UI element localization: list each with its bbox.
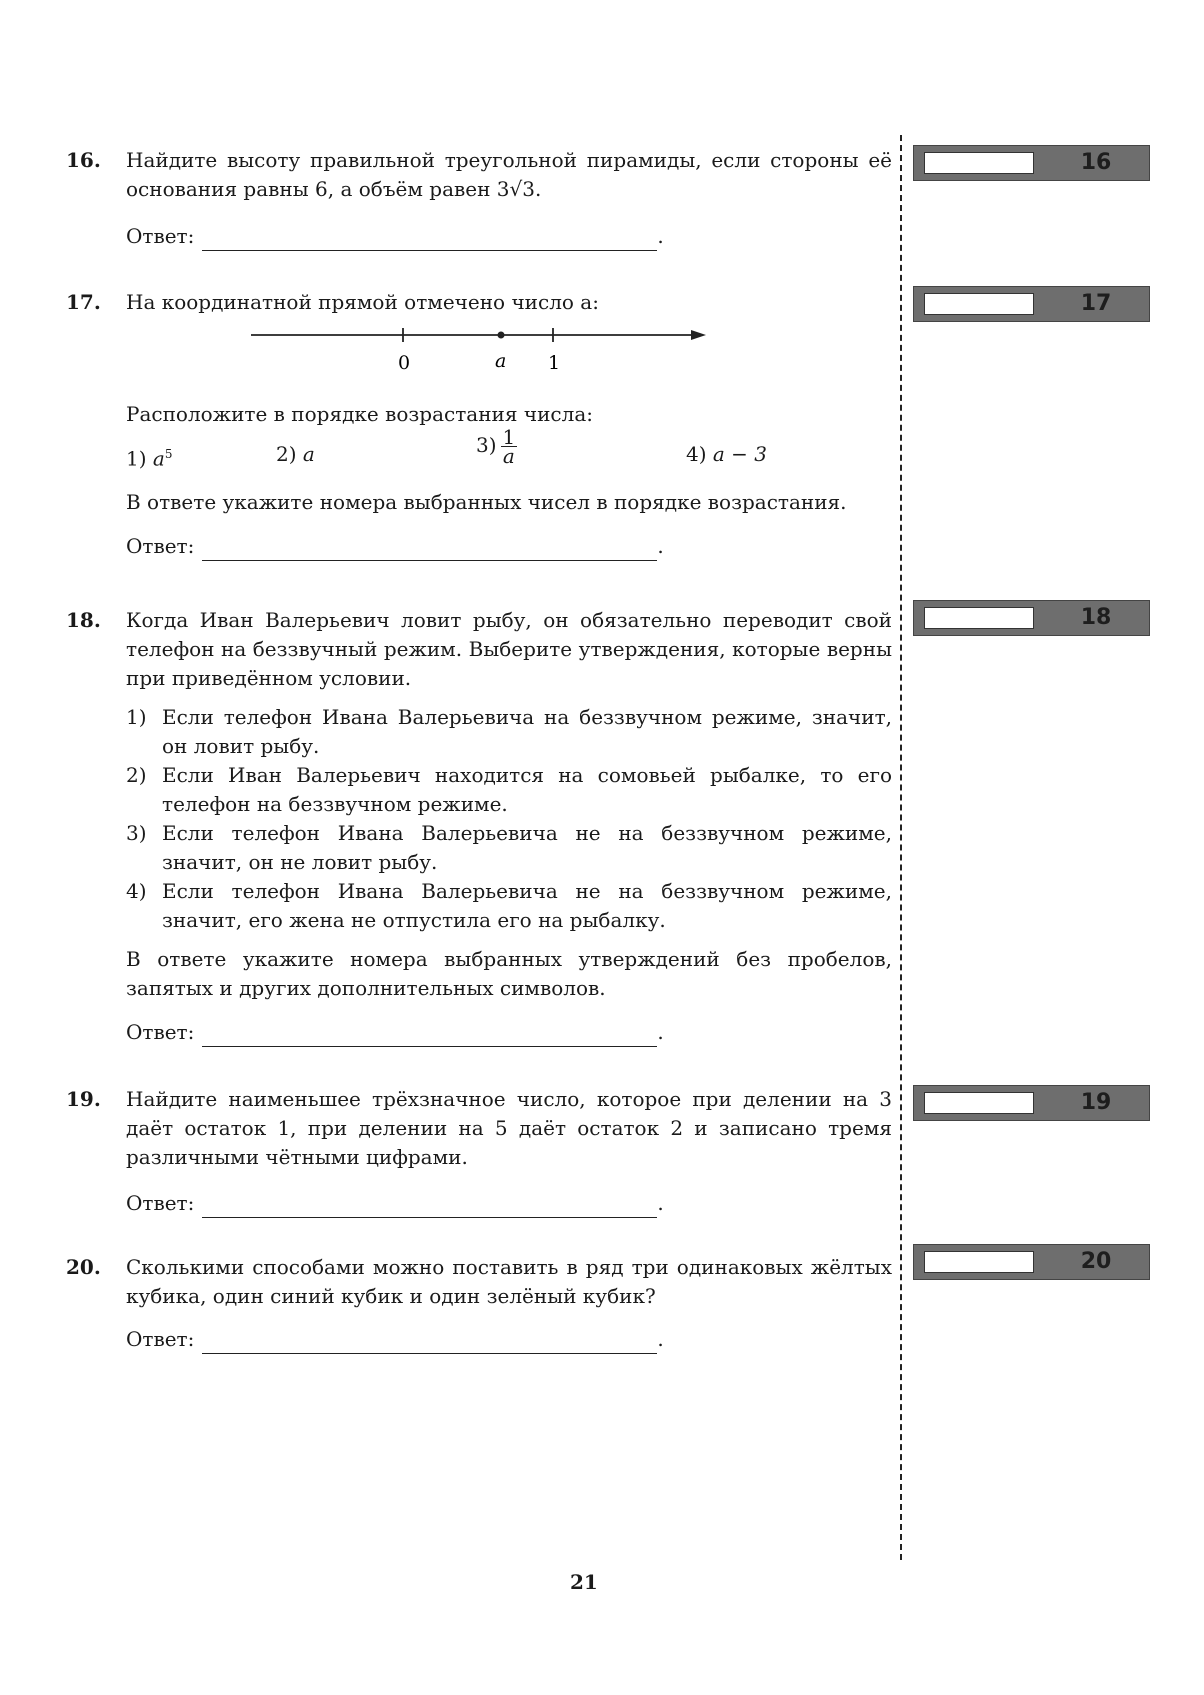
page-number: 21 <box>570 1570 598 1594</box>
answer-box-field[interactable] <box>924 1251 1034 1273</box>
answer-box-17 <box>913 286 1150 322</box>
question-text: Сколькими способами можно поставить в ряд три одинаковых жёлтых кубика, один синий кубик и один зелёный кубик? <box>126 1255 892 1308</box>
answer-box-number: 19 <box>1080 1090 1112 1115</box>
answer-row: Ответ: . <box>126 222 664 251</box>
instruction: В ответе укажите номера выбранных утверждений без пробелов, запятых и других дополнительных символов. <box>126 947 892 1000</box>
question-17 <box>66 288 892 558</box>
answer-line[interactable] <box>202 538 657 561</box>
answer-box-number: 16 <box>1080 150 1112 175</box>
statement-item: 1) Если телефон Ивана Валерьевича на беззвучном режиме, значит, он ловит рыбу. <box>126 705 892 758</box>
question-text: Когда Иван Валерьевич ловит рыбу, он обязательно переводит свой телефон на беззвучный режим. Выберите утверждения, которые верны при приведённом условии. <box>126 608 892 690</box>
answer-box-18 <box>913 600 1150 636</box>
option-3: 3) $\frac{1}{a}$ <box>476 425 516 468</box>
answer-line[interactable] <box>202 1331 657 1354</box>
answer-box-16 <box>913 145 1150 181</box>
answer-box-number: 18 <box>1080 605 1112 630</box>
question-number: 20. <box>66 1255 101 1279</box>
answer-label: Ответ: <box>126 1020 195 1044</box>
option-2: 2) a <box>276 442 315 466</box>
answer-box-field[interactable] <box>924 1092 1034 1114</box>
answer-box-field[interactable] <box>924 607 1034 629</box>
option-1: 1) $a^5$ <box>126 446 173 471</box>
number-line <box>251 324 711 384</box>
answer-label: Ответ: <box>126 534 195 558</box>
answer-box-number: 17 <box>1080 291 1112 316</box>
question-text: Найдите высоту правильной треугольной пирамиды, если стороны её основания равны 6, а объём равен 3√3. <box>126 148 892 201</box>
statement-item: 4) Если телефон Ивана Валерьевича не на беззвучном режиме, значит, его жена не отпустила его на рыбалку. <box>126 879 892 932</box>
question-number: 18. <box>66 608 101 632</box>
question-text: На координатной прямой отмечено число a: <box>126 290 599 314</box>
answer-line[interactable] <box>202 1024 657 1047</box>
tick-label-one: 1 <box>548 352 561 374</box>
answer-line[interactable] <box>202 1195 657 1218</box>
answer-box-field[interactable] <box>924 293 1034 315</box>
answer-row: Ответ: . <box>126 1189 664 1218</box>
tick-label-a: a <box>495 350 507 372</box>
answer-box-19 <box>913 1085 1150 1121</box>
cut-line <box>900 135 902 1560</box>
tick-label-zero: 0 <box>398 352 411 374</box>
fraction: $\frac{1}{a}$ <box>502 425 516 468</box>
answer-label: Ответ: <box>126 1327 195 1351</box>
instruction: В ответе укажите номера выбранных чисел в порядке возрастания. <box>126 490 847 514</box>
statement-item: 2) Если Иван Валерьевич находится на сомовьей рыбалке, то его телефон на беззвучном режиме. <box>126 763 892 816</box>
options-row <box>126 425 952 482</box>
question-number: 19. <box>66 1087 101 1111</box>
answer-row: Ответ: . <box>126 1018 664 1047</box>
question-18 <box>66 606 892 1044</box>
question-number: 17. <box>66 290 101 314</box>
sort-prompt: Расположите в порядке возрастания числа: <box>126 402 593 426</box>
answer-line[interactable] <box>202 228 657 251</box>
statement-list <box>126 703 892 935</box>
question-16 <box>66 146 892 248</box>
question-20 <box>66 1253 892 1351</box>
answer-box-20 <box>913 1244 1150 1280</box>
answer-label: Ответ: <box>126 224 195 248</box>
question-text: Найдите наименьшее трёхзначное число, которое при делении на 3 даёт остаток 1, при делении на 5 даёт остаток 2 и записано тремя различными чётными цифрами. <box>126 1087 892 1169</box>
answer-label: Ответ: <box>126 1191 195 1215</box>
answer-row: Ответ: . <box>126 1325 664 1354</box>
answer-row: Ответ: . <box>126 532 664 561</box>
answer-box-field[interactable] <box>924 152 1034 174</box>
statement-item: 3) Если телефон Ивана Валерьевича не на беззвучном режиме, значит, он не ловит рыбу. <box>126 821 892 874</box>
answer-box-number: 20 <box>1080 1249 1112 1274</box>
question-19 <box>66 1085 892 1215</box>
option-4: 4) a − 3 <box>686 442 768 466</box>
question-number: 16. <box>66 148 101 172</box>
